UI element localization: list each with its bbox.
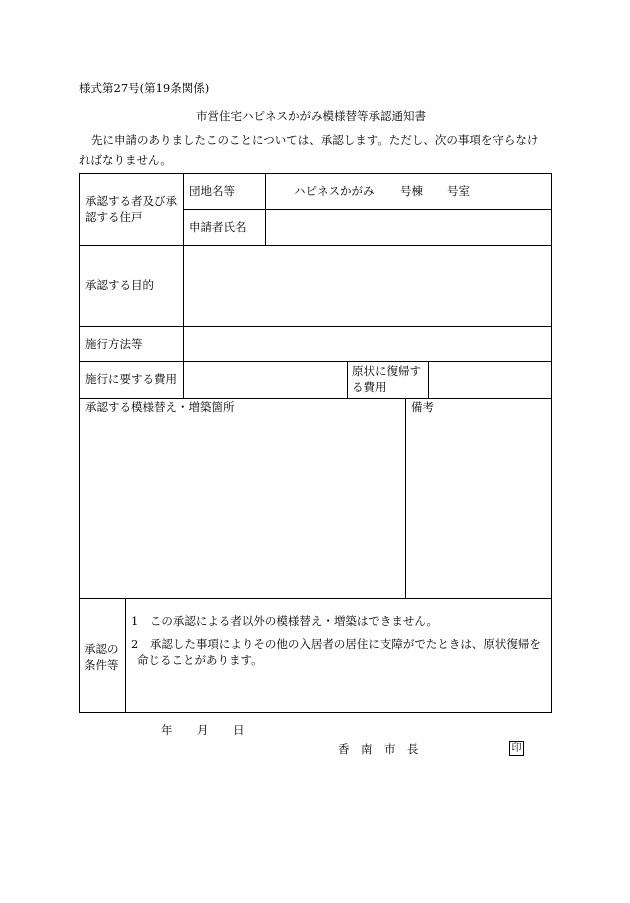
places-field[interactable]	[80, 416, 405, 598]
restore-cost-label-1: 原状に復帰す	[352, 364, 421, 378]
conditions-label-2: 条件等	[84, 658, 119, 672]
method-field[interactable]	[184, 327, 551, 361]
room-label: 号室	[447, 184, 470, 198]
complex-name: ハピネスかがみ	[294, 184, 375, 198]
condition-2-line-1: 2 承認した事項によりその他の入居者の居住に支障がでたときは、原状復帰を	[131, 637, 541, 651]
cost-field[interactable]	[184, 362, 347, 398]
intro-line-1: 先に申請のありましたこのことについては、承認します。ただし、次の事項を守らなけ	[91, 133, 539, 147]
applicant-label: 申請者氏名	[189, 220, 247, 234]
form-title: 市営住宅ハピネスかがみ模様替等承認通知書	[196, 109, 426, 123]
date-day-label: 日	[233, 723, 245, 737]
purpose-field[interactable]	[184, 246, 551, 326]
remarks-field[interactable]	[406, 416, 551, 598]
seal-stamp: 印	[509, 741, 524, 756]
condition-1: 1 この承認による者以外の模様替え・増築はできません。	[131, 614, 439, 628]
method-label: 施行方法等	[85, 337, 143, 351]
restore-cost-field[interactable]	[429, 362, 551, 398]
intro-line-2: ればなりません。	[79, 153, 172, 167]
purpose-label: 承認する目的	[85, 278, 154, 292]
target-label-1: 承認する者及び承	[85, 194, 177, 208]
mayor-label: 香 南 市 長	[338, 742, 419, 756]
applicant-field[interactable]	[266, 210, 551, 245]
cost-label: 施行に要する費用	[85, 372, 177, 386]
target-label-2: 認する住戸	[85, 210, 143, 224]
complex-label: 団地名等	[189, 184, 235, 198]
remarks-label: 備考	[411, 400, 434, 414]
building-label: 号棟	[400, 184, 423, 198]
condition-2-line-2: 命じることがあります。	[137, 653, 263, 667]
form-number: 様式第27号(第19条関係)	[79, 81, 210, 95]
restore-cost-label-2: る費用	[352, 380, 387, 394]
date-month-label: 月	[197, 723, 209, 737]
date-year-label: 年	[161, 723, 173, 737]
places-label: 承認する模様替え・増築箇所	[85, 400, 235, 414]
conditions-label-1: 承認の	[84, 642, 119, 656]
